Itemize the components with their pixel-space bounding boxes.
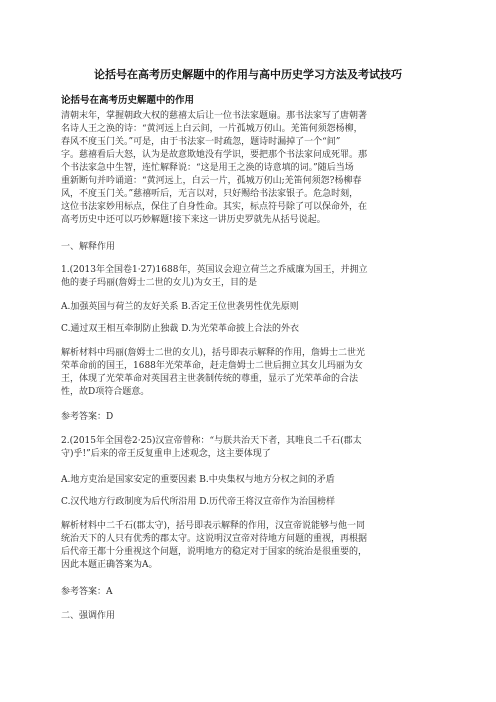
text-line: 解析材料中玛丽(詹姆士二世的女儿)，括号即表示解释的作用，詹姆士二世光 xyxy=(61,348,366,358)
question-2-analysis xyxy=(61,520,441,572)
text-line: 清朝末年，掌握朝政大权的慈禧太后让一位书法家题扇。那书法家写了唐朝著 xyxy=(61,111,368,121)
text-line: 荣革命前的国王，1688年光荣革命，赶走詹姆士二世后拥立其女儿玛丽为女 xyxy=(61,361,363,371)
text-line: 高考历史中还可以巧妙解题!接下来这一讲历史罗就先从括号说起。 xyxy=(61,215,326,225)
text-line: 风，不度玉门关。”慈禧听后，无言以对，只好赐给书法家银子。危急时刻， xyxy=(61,189,359,199)
text-line: 解析材料中二千石(郡太守)，括号即表示解释的作用，汉宣帝说能够与他一同 xyxy=(61,521,366,531)
question-2-options-cd: C.汉代地方行政制度为后代所沿用 D.历代帝王将汉宣帝作为治国榜样 xyxy=(61,497,336,507)
text-line: 名诗人王之涣的诗：“黄河远上白云间，一片孤城万仞山。羌笛何须怨杨柳， xyxy=(61,124,363,134)
text-line: 统治天下的人只有优秀的郡太守。这说明汉宣帝对待地方问题的重视，再根据 xyxy=(61,534,368,544)
text-line: 字。慈禧看后大怒，认为是故意欺她没有学识，要把那个书法家问成死罪。那 xyxy=(61,150,368,160)
text-line: 1.(2013年全国卷1·27)1688年，英国议会迎立荷兰之乔威廉为国王，并拥立 xyxy=(61,265,368,275)
question-1-stem xyxy=(61,264,441,290)
text-line: 春风不度玉门关。”可是，由于书法家一时疏忽，题诗时漏掉了一个“间” xyxy=(61,137,341,147)
section-heading: 一、解释作用 xyxy=(61,242,116,252)
question-2-options-ab: A.地方吏治是国家安定的重要因素 B.中央集权与地方分权之间的矛盾 xyxy=(61,475,335,485)
text-line: 重新断句并吟诵道：“黄河远上，白云一片，孤城万仞山;羌笛何须怨?杨柳春 xyxy=(61,176,362,186)
text-line: 性，故D项符合题意。 xyxy=(61,387,150,397)
text-line: 守)乎!”后来的帝王反复重申上述观念，这主要体现了 xyxy=(61,449,271,459)
document-title: 论括号在高考历史解题中的作用与高中历史学习方法及考试技巧 xyxy=(94,68,402,81)
question-1-options-cd: C.通过双王相互牵制防止独裁 D.为光荣革命披上合法的外衣 xyxy=(61,324,300,334)
text-line: 他的妻子玛丽(詹姆士二世的女儿)为女王，目的是 xyxy=(61,278,258,288)
question-1-answer: 参考答案：D xyxy=(61,412,114,422)
text-line: 因此本题正确答案为A。 xyxy=(61,560,158,570)
section-heading: 二、强调作用 xyxy=(61,611,116,621)
question-1-analysis xyxy=(61,347,441,399)
text-line: 王，体现了光荣革命对英国君主世袭制传统的尊重，显示了光荣革命的合法 xyxy=(61,374,359,384)
text-line: 这位书法家妙用标点，保住了自身性命。其实，标点符号除了可以保命外，在 xyxy=(61,202,368,212)
question-1-options-ab: A.加强英国与荷兰的友好关系 B.否定王位世袭男性优先原则 xyxy=(61,302,299,312)
intro-paragraph xyxy=(61,110,441,227)
text-line: 后代帝王都十分重视这个问题，说明地方的稳定对于国家的统治是很重要的， xyxy=(61,547,368,557)
question-2-answer: 参考答案：A xyxy=(61,587,113,597)
text-line: 2.(2015年全国卷2·25)汉宣帝曾称：“与朕共治天下者，其唯良二千石(郡太 xyxy=(61,436,362,446)
question-2-stem xyxy=(61,435,441,461)
section-subtitle: 论括号在高考历史解题中的作用 xyxy=(61,95,195,106)
text-line: 个书法家急中生智，连忙解释说：“这是用王之涣的诗意填的词。”随后当场 xyxy=(61,163,354,173)
